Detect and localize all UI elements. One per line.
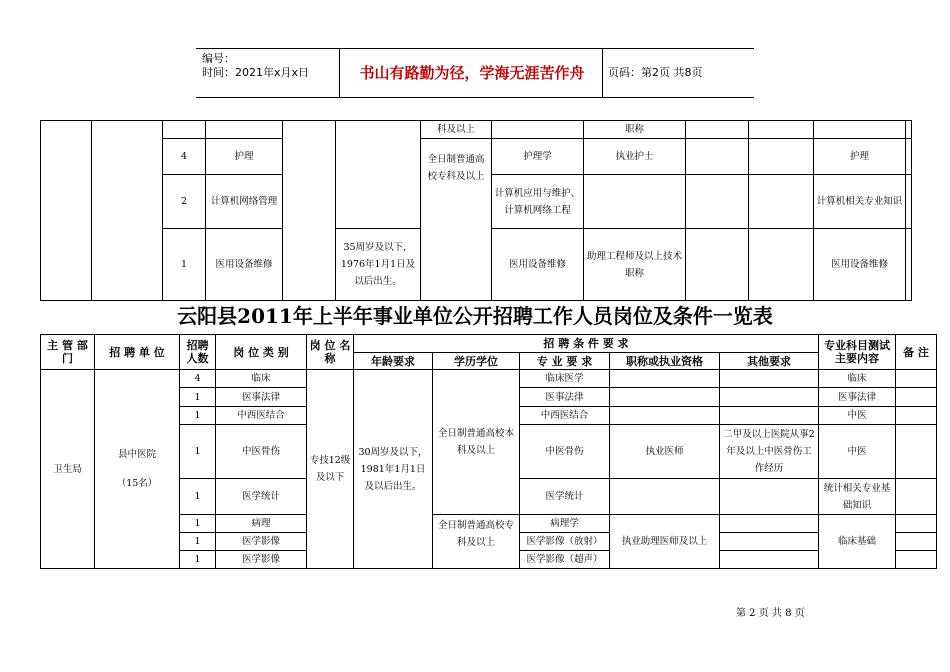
cell-post: 医用设备维修 xyxy=(206,229,283,301)
cell-major: 医学影像（放射） xyxy=(520,533,610,551)
cell-other xyxy=(749,229,814,301)
cell-edu: 科及以上 xyxy=(421,121,492,139)
cell-post: 医学影像 xyxy=(216,533,307,551)
cell-other xyxy=(686,121,749,139)
cell-post: 护理 xyxy=(206,139,283,175)
cell-count xyxy=(163,121,206,139)
recruitment-table xyxy=(40,334,937,569)
cell-exam: 中医 xyxy=(819,407,896,425)
cell-qual xyxy=(610,407,720,425)
page-header xyxy=(196,48,754,98)
cell-other xyxy=(720,533,819,551)
cell-dept xyxy=(41,121,92,301)
cell-major: 病理学 xyxy=(520,515,610,533)
cell-count: 1 xyxy=(180,515,216,533)
cell-post: 医学统计 xyxy=(216,479,307,515)
cell-major: 医学影像（超声） xyxy=(520,551,610,569)
header-meta xyxy=(202,52,309,80)
cell-count: 1 xyxy=(180,479,216,515)
cell-other xyxy=(720,370,819,388)
cell-major: 中医骨伤 xyxy=(520,425,610,479)
cell-post-name xyxy=(283,121,336,301)
cell-qual: 职称 xyxy=(584,121,686,139)
header-other: 其他要求 xyxy=(720,353,819,370)
header-dept: 主 管 部 门 xyxy=(41,335,95,370)
cell-exam: 医用设备维修 xyxy=(814,229,906,301)
cell-edu: 全日制普通高校专科及以上 xyxy=(433,515,520,569)
cell-count: 1 xyxy=(163,229,206,301)
cell-count: 1 xyxy=(180,425,216,479)
table-row xyxy=(41,121,912,139)
header-qual: 职称或执业资格 xyxy=(610,353,720,370)
header-post-type: 岗 位 类 别 xyxy=(216,335,307,370)
document-title: 云阳县2011年上半年事业单位公开招聘工作人员岗位及条件一览表 xyxy=(177,304,773,328)
cell-major: 中西医结合 xyxy=(520,407,610,425)
header-edu: 学历学位 xyxy=(433,353,520,370)
cell-qual: 执业护士 xyxy=(584,139,686,175)
cell-qual xyxy=(610,479,720,515)
cell-exam: 中医 xyxy=(819,425,896,479)
cell-major: 护理学 xyxy=(492,139,584,175)
cell-unit xyxy=(95,370,180,569)
page-number: 第 2 页 共 8 页 xyxy=(736,608,805,619)
cell-unit xyxy=(92,121,163,301)
cell-note xyxy=(896,515,937,533)
cell-post: 临床 xyxy=(216,370,307,388)
table-row xyxy=(41,370,937,388)
header-page-label: 页码：第2页 共8页 xyxy=(608,66,703,79)
cell-major: 医用设备维修 xyxy=(492,229,584,301)
header-conditions: 招 聘 条 件 要 求 xyxy=(354,335,819,353)
header-motto: 书山有路勤为径，学海无涯苦作舟 xyxy=(359,64,585,82)
header-age: 年龄要求 xyxy=(354,353,433,370)
cell-qual: 助理工程师及以上技术职称 xyxy=(584,229,686,301)
cell-post: 医事法律 xyxy=(216,388,307,407)
cell-note xyxy=(906,139,912,175)
cell-major: 医学统计 xyxy=(520,479,610,515)
cell-age: 35周岁及以下，1976年1月1日及以后出生。 xyxy=(336,229,421,301)
cell-exam xyxy=(814,121,906,139)
cell-other xyxy=(749,121,814,139)
cell-post-name: 专技12级及以下 xyxy=(307,370,354,569)
cell-exam: 医事法律 xyxy=(819,388,896,407)
cell-exam: 计算机相关专业知识 xyxy=(814,175,906,229)
cell-post: 中西医结合 xyxy=(216,407,307,425)
cell-other xyxy=(749,175,814,229)
cell-other: 二甲及以上医院从事2年及以上中医骨伤工作经历 xyxy=(720,425,819,479)
unit-quota: （15名） xyxy=(116,478,158,489)
header-exam: 专业科目测试主要内容 xyxy=(819,335,896,370)
cell-age: 30周岁及以下，1981年1月1日及以后出生。 xyxy=(354,370,433,569)
cell-exam: 临床基础 xyxy=(819,515,896,569)
cell-count: 1 xyxy=(180,407,216,425)
header-unit: 招 聘 单 位 xyxy=(95,335,180,370)
cell-other xyxy=(720,515,819,533)
cell-note xyxy=(896,407,937,425)
header-divider xyxy=(602,49,603,97)
cell-note xyxy=(896,551,937,569)
cell-other xyxy=(720,479,819,515)
unit-name: 县中医院 xyxy=(117,449,156,460)
cell-exam: 统计相关专业基础知识 xyxy=(819,479,896,515)
number-label: 编号： xyxy=(202,52,235,65)
cell-post: 医学影像 xyxy=(216,551,307,569)
header-major: 专 业 要 求 xyxy=(520,353,610,370)
cell-note xyxy=(906,121,912,139)
continuation-table xyxy=(40,120,912,301)
cell-other xyxy=(686,139,749,175)
cell-count: 2 xyxy=(163,175,206,229)
cell-post xyxy=(206,121,283,139)
cell-post: 中医骨伤 xyxy=(216,425,307,479)
header-count: 招聘人数 xyxy=(180,335,216,370)
cell-edu: 全日制普通高校专科及以上 xyxy=(421,139,492,301)
cell-note xyxy=(906,229,912,301)
cell-qual: 执业医师 xyxy=(610,425,720,479)
cell-qual xyxy=(610,388,720,407)
cell-major xyxy=(492,121,584,139)
header-note: 备 注 xyxy=(896,335,937,370)
cell-count: 1 xyxy=(180,533,216,551)
cell-note xyxy=(896,388,937,407)
cell-dept: 卫生局 xyxy=(41,370,95,569)
cell-exam: 护理 xyxy=(814,139,906,175)
cell-age xyxy=(336,121,421,229)
table-row xyxy=(41,139,912,175)
cell-qual xyxy=(610,370,720,388)
cell-note xyxy=(906,175,912,229)
cell-qual xyxy=(584,175,686,229)
cell-post: 病理 xyxy=(216,515,307,533)
cell-note xyxy=(896,533,937,551)
cell-count: 1 xyxy=(180,388,216,407)
cell-major: 计算机应用与维护、计算机网络工程 xyxy=(492,175,584,229)
date-label: 时间：2021年x月x日 xyxy=(202,66,310,79)
cell-note xyxy=(896,479,937,515)
cell-qual: 执业助理医师及以上 xyxy=(610,515,720,569)
cell-note xyxy=(896,425,937,479)
cell-other xyxy=(686,175,749,229)
header-divider xyxy=(339,49,340,97)
cell-other xyxy=(720,388,819,407)
cell-other xyxy=(720,551,819,569)
cell-count: 4 xyxy=(180,370,216,388)
cell-count: 4 xyxy=(163,139,206,175)
cell-exam: 临床 xyxy=(819,370,896,388)
cell-note xyxy=(896,370,937,388)
cell-other xyxy=(720,407,819,425)
cell-other xyxy=(686,229,749,301)
cell-major: 医事法律 xyxy=(520,388,610,407)
cell-major: 临床医学 xyxy=(520,370,610,388)
cell-post: 计算机网络管理 xyxy=(206,175,283,229)
cell-other xyxy=(749,139,814,175)
cell-edu: 全日制普通高校本科及以上 xyxy=(433,370,520,515)
header-post-name: 岗 位 名 称 xyxy=(307,335,354,370)
cell-count: 1 xyxy=(180,551,216,569)
header-row xyxy=(41,335,937,353)
